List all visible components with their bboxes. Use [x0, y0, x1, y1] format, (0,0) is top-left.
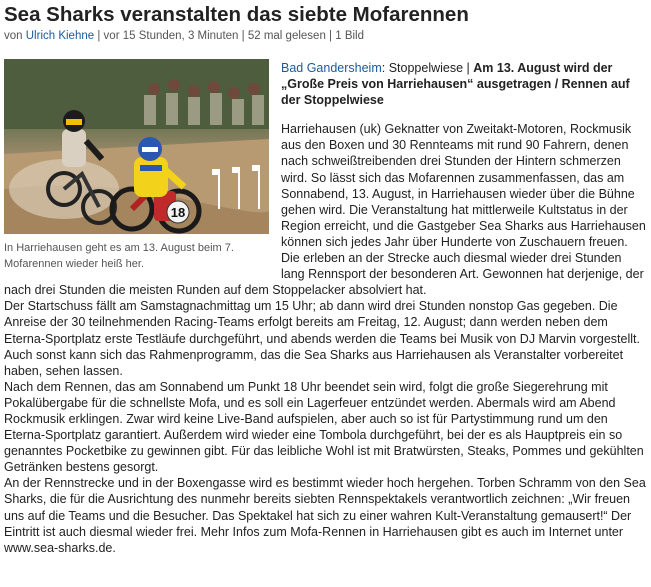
article-title: Sea Sharks veranstalten das siebte Mofarennen: [4, 3, 469, 26]
meta-separator: |: [325, 30, 336, 42]
meta-separator: |: [238, 30, 248, 42]
rider-number: 18: [170, 205, 186, 220]
author-link[interactable]: Ulrich Kiehne: [25, 30, 95, 42]
article-paragraph: Harriehausen (uk) Geknatter von Zweitakt-Motoren, Rockmusik aus den Boxen und 30 Rennteams mit rund 90 Fahrern, denen nach schweißtreibenden drei Stunden der Hintern schmerzen wird. So lässt sich das Mofarennen zusammenfassen, das am Sonnabend, 13. August, in Harriehausen wieder über die Bühne gehen wird. Die Veranstaltung hat mittlerweile Kultstatus in der Region erreicht, und die Gastgeber Sea Sharks aus Harriehausen können sich jedes Jahr über Hunderte von Zuschauern freuen. Die erleben an der Strecke auch diesmal wieder drei Stunden lang Rennsport der besonderen Art. Gewonnen hat derjenige, der nach drei Stunden die meisten Runden auf dem Stoppelacker absolviert hat.: [4, 122, 646, 298]
article-headline: Am 13. August wird der „Große Preis von Harriehausen“ ausgetragen / Rennen auf der Stoppelwiese: [281, 61, 630, 108]
meta-separator: |: [94, 30, 104, 42]
meta-time: vor 15 Stunden, 3 Minuten: [103, 30, 239, 42]
meta-prefix: von: [4, 30, 26, 42]
article-paragraph: Der Startschuss fällt am Samstagnachmittag um 15 Uhr; ab dann wird drei Stunden nonstop Gas gegeben. Die Anreise der 30 teilnehmenden Racing-Teams erfolgt bereits am Freitag, 12. August; dann werden neben dem Eterna-Sportplatz erste Testläufe durchgeführt, und abends werden die Teams bei Musik von DJ Marvin vorgestellt. Auch sonst kann sich das Rahmenprogramm, das die Sea Sharks aus Harriehausen als Veranstalter vorbereitet haben, sehen lassen.: [4, 299, 640, 378]
article-paragraph: An der Rennstrecke und in der Boxengasse wird es bestimmt wieder hoch hergehen. Torben Schramm von den Sea Sharks, die für die Ausrichtung des nunmehr bereits siebten Rennspektakels verantwortlich zeichnen: „Wir freuen uns auf die Teams und die Besucher. Das Spektakel hat sich zu einer wahren Kult-Veranstaltung gemausert!“ Der Eintritt ist auch diesmal wieder frei. Mehr Infos zum Mofa-Rennen in Harriehausen gibt es auch im Internet unter www.sea-sharks.de.: [4, 476, 646, 555]
photo-caption: In Harriehausen geht es am 13. August beim 7. Mofarennen wieder heiß her.: [4, 242, 234, 270]
article-photo[interactable]: [4, 59, 269, 234]
article-figure: [4, 59, 269, 272]
article-meta: [4, 29, 647, 44]
article-paragraph: Nach dem Rennen, das am Sonnabend um Punkt 18 Uhr beendet sein wird, folgt die große Siegerehrung mit Pokalübergabe für die schnellste Mofa, und es soll ein Lagerfeuer entzündet werden. Abermals wird am Abend Rockmusik erklingen. Zwar wird keine Live-Band aufspielen, aber auch so ist für Partystimmung rund um den Eterna-Sportplatz garantiert. Außerdem wird wieder eine Tombola durchgeführt, bei der es als Hauptpreis ein so genanntes Pocketbike zu gewinnen gibt. Für das leibliche Wohl ist mit Bratwürsten, Steaks, Pommes und gekühlten Getränken bestens gesorgt.: [4, 379, 644, 475]
meta-images: 1 Bild: [335, 30, 365, 42]
photo-motocross-race-icon: [4, 59, 269, 234]
place-label: : Stoppelwiese |: [381, 61, 474, 75]
location-link[interactable]: Bad Gandersheim: [281, 61, 382, 75]
meta-reads: 52 mal gelesen: [247, 30, 326, 42]
